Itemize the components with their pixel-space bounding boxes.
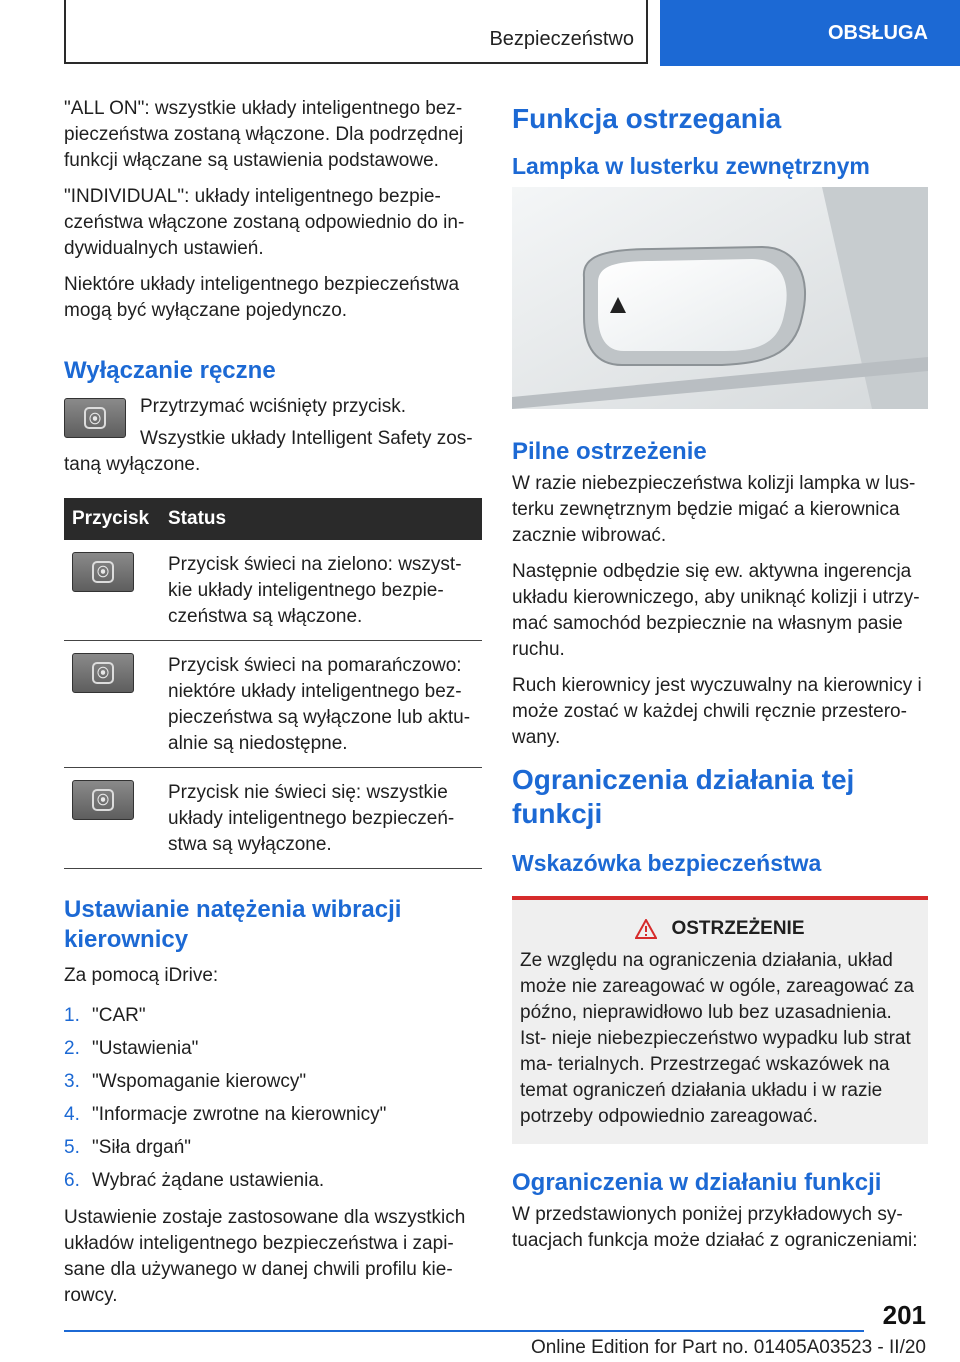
safety-button-icon: ⦿ [92, 561, 114, 583]
heading-limits: Ograniczenia działania tej funkcji [512, 764, 855, 829]
list-item: 5. "Siła drgań" [64, 1137, 192, 1158]
heading-vibration: Ustawianie natężenia wibracji kierownicy [64, 896, 402, 953]
header-frame [64, 0, 648, 64]
list-item: 1. "CAR" [64, 1005, 146, 1026]
list-item: 2. "Ustawienia" [64, 1038, 199, 1059]
status-table [64, 498, 482, 869]
warning-box [512, 896, 928, 1144]
table-row [64, 768, 482, 869]
steps-list [64, 999, 482, 1197]
page-number: 201 [882, 1300, 926, 1330]
manual-block [64, 394, 482, 478]
idrive-intro: Za pomocą iDrive: [64, 965, 219, 986]
heading-urgent: Pilne ostrzeżenie [512, 438, 707, 465]
left-column [64, 96, 482, 1319]
para-some-systems: Niektóre układy inteligentnego bezpieczeństwa mogą być wyłączane pojedynczo. [64, 274, 460, 321]
manual-text-1: Przytrzymać wciśnięty przycisk. [140, 396, 407, 417]
manual-text-2: Wszystkie układy Intelligent Safety zos- taną wyłączone. [64, 428, 473, 475]
tab-obsluga[interactable]: OBSŁUGA [660, 0, 960, 66]
warning-text: Ze względu na ograniczenia działania, układ może nie zareagować w ogóle, zareagować za późno, nieprawidłowo lub bez uzasadnienia. Ist- nieje niebezpieczeństwo wypadku lub strat ma- terialnych. Przestrzegać wskazówek na temat ograniczeń działania układu i w razie potrzeby odpowiednio zareagować. [520, 950, 914, 1127]
limits-2-text: W przedstawionych poniżej przykładowych sy- tuacjach funkcja może działać z ograniczeniami: [512, 1204, 918, 1251]
table-row [64, 540, 482, 641]
table-header-row [64, 498, 482, 540]
status-text: Przycisk świeci na pomarańczowo: niektóre układy inteligentnego bez- pieczeństwa są wyłączone lub aktu- alnie są niedostępne. [160, 641, 482, 768]
closing-text: Ustawienie zostaje zastosowane dla wszystkich układów inteligentnego bezpieczeństwa i zapi- sane dla używanego w danej chwili profilu kie- rowcy. [64, 1207, 466, 1306]
list-item: 6. Wybrać żądane ustawienia. [64, 1170, 325, 1191]
safety-button-icon: ⦿ [92, 789, 114, 811]
right-column [512, 96, 928, 1264]
button-orange-image [72, 653, 134, 693]
status-text: Przycisk nie świeci się: wszystkie układy inteligentnego bezpieczeń- stwa są wyłączone. [160, 768, 482, 869]
warning-header [520, 918, 920, 940]
list-item: 3. "Wspomaganie kierowcy" [64, 1071, 307, 1092]
heading-safety-note: Wskazówka bezpieczeństwa [512, 850, 822, 876]
heading-manual-off: Wyłączanie ręczne [64, 357, 276, 384]
safety-button-icon: ⦿ [92, 662, 114, 684]
mirror-illustration [512, 187, 928, 409]
safety-button-icon: ⦿ [84, 407, 106, 429]
list-item: 4. "Informacje zwrotne na kierownicy" [64, 1104, 387, 1125]
heading-function: Funkcja ostrzegania [512, 103, 782, 134]
safety-button-image [64, 398, 126, 438]
heading-limits-2: Ograniczenia w działaniu funkcji [512, 1169, 882, 1196]
para-individual: "INDIVIDUAL": układy inteligentnego bezpie- czeństwa włączone zostaną odpowiednio do in- dywidualnych ustawień. [64, 186, 465, 259]
table-row [64, 641, 482, 768]
col-header-button: Przycisk [64, 498, 160, 540]
warning-title: OSTRZEŻENIE [671, 918, 805, 939]
status-text: Przycisk świeci na zielono: wszyst- kie układy inteligentnego bezpie- czeństwa są włączone. [160, 540, 482, 641]
button-green-image [72, 552, 134, 592]
footer-edition: Online Edition for Part no. 01405A03523 - II/20 [530, 1337, 926, 1358]
urgent-para-1: W razie niebezpieczeństwa kolizji lampka w lus- terku zewnętrznym będzie migać a kierownica zacznie wibrować. [512, 473, 916, 546]
button-off-image [72, 780, 134, 820]
urgent-para-3: Ruch kierownicy jest wyczuwalny na kierownicy i może zostać w każdej chwili ręcznie przestero- wany. [512, 675, 922, 748]
urgent-para-2: Następnie odbędzie się ew. aktywna ingerencja układu kierowniczego, aby uniknąć kolizji i utrzy- mać samochód bezpiecznie na własnym pasie ruchu. [512, 561, 920, 660]
heading-lamp: Lampka w lusterku zewnętrznym [512, 153, 870, 179]
section-title: Bezpieczeństwo [489, 28, 634, 50]
footer-divider [64, 1330, 864, 1332]
warning-triangle-icon [635, 919, 657, 939]
para-all-on: "ALL ON": wszystkie układy inteligentnego bez- pieczeństwa zostaną włączone. Dla podrzędnej funkcji włączane są ustawienia podstawowe. [64, 98, 464, 171]
col-header-status: Status [160, 498, 482, 540]
